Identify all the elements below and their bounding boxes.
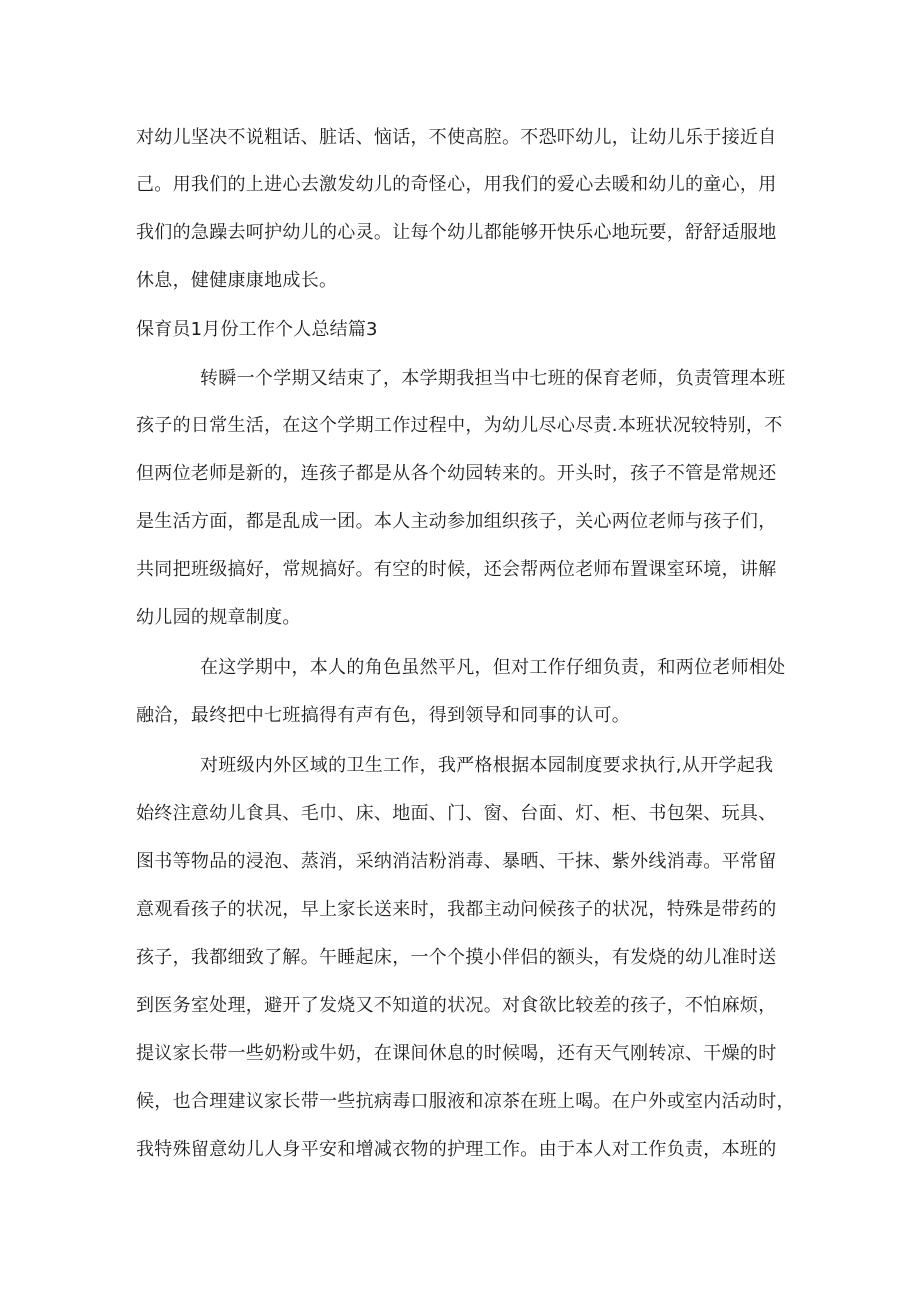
text-line: 对幼儿坚决不说粗话、脏话、恼话，不使高腔。不恐吓幼儿，让幼儿乐于接近自 xyxy=(136,127,777,148)
text-line: 候，也合理建议家长带一些抗病毒口服液和凉茶在班上喝。在户外或室内活动时， xyxy=(136,1091,795,1112)
text-line: 共同把班级搞好，常规搞好。有空的时候，还会帮两位老师布置课室环境，讲解 xyxy=(136,559,777,580)
text-line: 到医务室处理，避开了发烧又不知道的状况。对食欲比较差的孩子，不怕麻烦， xyxy=(136,995,777,1016)
text-line: 图书等物品的浸泡、蒸消，采纳消洁粉消毒、暴晒、干抹、紫外线消毒。平常留 xyxy=(136,851,777,872)
text-line: 我们的急躁去呵护幼儿的心灵。让每个幼儿都能够开快乐心地玩要，舒舒适服地 xyxy=(136,222,777,243)
text-line: 己。用我们的上进心去激发幼儿的奇怪心，用我们的爱心去暖和幼儿的童心，用 xyxy=(136,174,777,195)
text-line: 转瞬一个学期又结束了，本学期我担当中七班的保育老师，负责管理本班 xyxy=(200,368,786,389)
text-line: 提议家长带一些奶粉或牛奶，在课间休息的时候喝，还有天气刚转凉、干燥的时 xyxy=(136,1043,777,1064)
section-heading: 保育员1月份工作个人总结篇3 xyxy=(136,319,378,340)
text-line: 融洽，最终把中七班搞得有声有色，得到领导和同事的认可。 xyxy=(136,705,631,726)
text-line: 幼儿园的规章制度。 xyxy=(136,607,301,628)
text-line: 对班级内外区域的卫生工作，我严格根据本园制度要求执行,从开学起我 xyxy=(200,755,774,776)
text-line: 休息，健健康康地成长。 xyxy=(136,270,338,291)
text-line: 我特殊留意幼儿人身平安和增减衣物的护理工作。由于本人对工作负责，本班的 xyxy=(136,1139,777,1160)
text-line: 始终注意幼儿食具、毛巾、床、地面、门、窗、台面、灯、柜、书包架、玩具、 xyxy=(136,803,777,824)
text-line: 意观看孩子的状况，早上家长送来时，我都主动问候孩子的状况，特殊是带药的 xyxy=(136,899,777,920)
text-line: 但两位老师是新的，连孩子都是从各个幼园转来的。开头时，孩子不管是常规还 xyxy=(136,463,777,484)
text-line: 孩子的日常生活，在这个学期工作过程中，为幼儿尽心尽责.本班状况较特别，不 xyxy=(136,415,783,436)
text-line: 孩子，我都细致了解。午睡起床，一个个摸小伴侣的额头，有发烧的幼儿准时送 xyxy=(136,947,777,968)
text-line: 在这学期中，本人的角色虽然平凡，但对工作仔细负责，和两位老师相处 xyxy=(200,657,786,678)
text-line: 是生活方面，都是乱成一团。本人主动参加组织孩子，关心两位老师与孩子们， xyxy=(136,511,777,532)
